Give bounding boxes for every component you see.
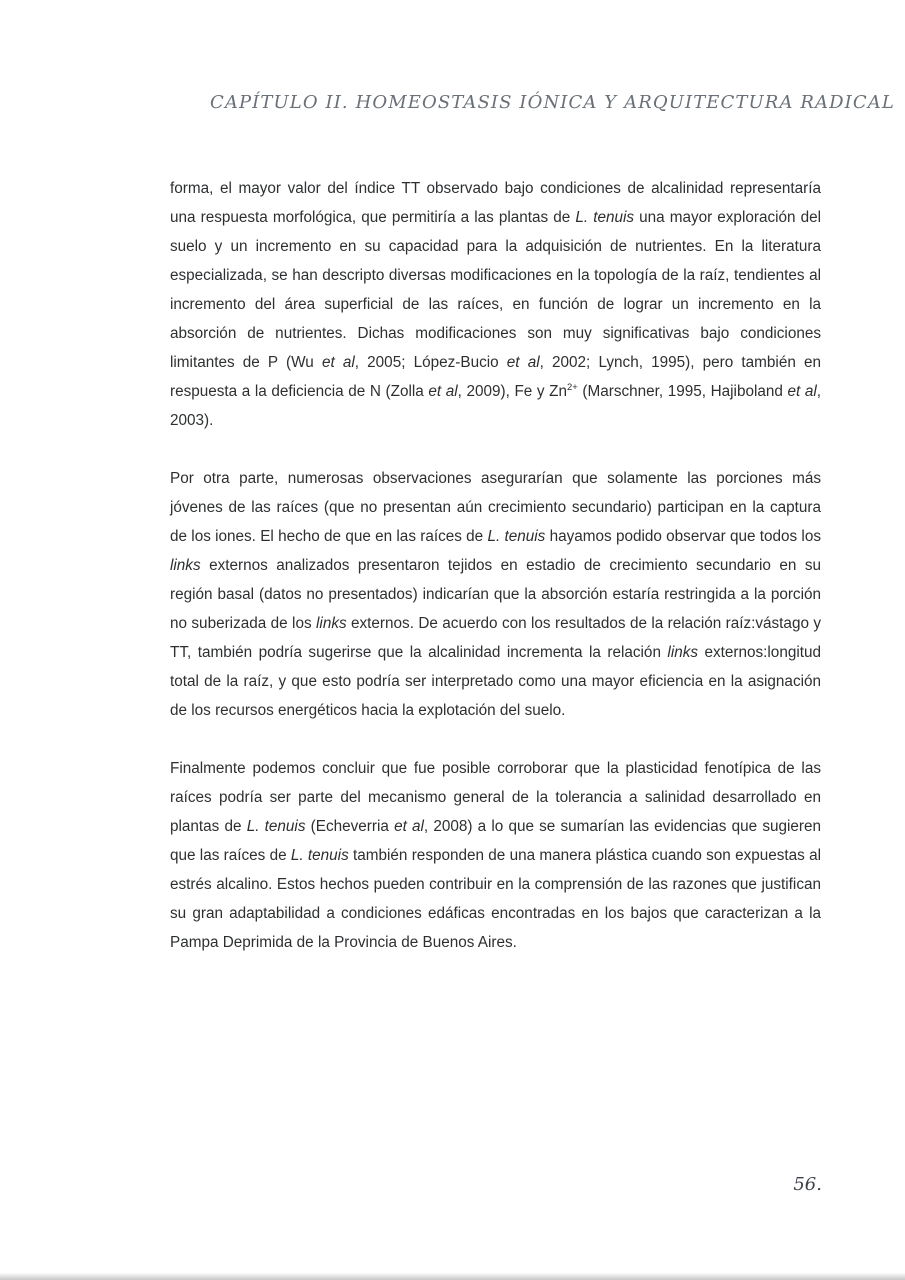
paragraph: Finalmente podemos concluir que fue posible corroborar que la plasticidad fenotípica de las raíces podría ser parte del mecanismo general de la tolerancia a salinidad desarrollado en plantas de L. tenuis (Echeverria et al, 2008) a lo que se sumarían las evidencias que sugieren que las raíces de L. tenuis también responden de una manera plástica cuando son expuestas al estrés alcalino. Estos hechos pueden contribuir en la comprensión de las razones que justifican su gran adaptabilidad a condiciones edáficas encontradas en los bajos que caracterizan a la Pampa Deprimida de la Provincia de Buenos Aires. (170, 760, 822, 951)
chapter-header: CAPÍTULO II. HOMEOSTASIS IÓNICA Y ARQUITECTURA RADICAL (210, 92, 895, 113)
page-bottom-edge (0, 1273, 905, 1280)
page-content (170, 0, 895, 986)
paragraph: forma, el mayor valor del índice TT observado bajo condiciones de alcalinidad representaría una respuesta morfológica, que permitiría a las plantas de L. tenuis una mayor exploración del suelo y un incremento en su capacidad para la adquisición de nutrientes. En la literatura especializada, se han descripto diversas modificaciones en la topología de la raíz, tendientes al incremento del área superficial de las raíces, en función de lograr un incremento en la absorción de nutrientes. Dichas modificaciones son muy significativas bajo condiciones limitantes de P (Wu et al, 2005; López-Bucio et al, 2002; Lynch, 1995), pero también en respuesta a la deficiencia de N (Zolla et al, 2009), Fe y $Zn^{2+}$ (Marschner, 1995, Hajiboland et al, 2003). (170, 180, 821, 429)
paragraph: Por otra parte, numerosas observaciones asegurarían que solamente las porciones más jóvenes de las raíces (que no presentan aún crecimiento secundario) participan en la captura de los iones. El hecho de que en las raíces de L. tenuis hayamos podido observar que todos los links externos analizados presentaron tejidos en estadio de crecimiento secundario en su región basal (datos no presentados) indicarían que la absorción estaría restringida a la porción no suberizada de los links externos. De acuerdo con los resultados de la relación raíz:vástago y TT, también podría sugerirse que la alcalinidad incrementa la relación links externos:longitud total de la raíz, y que esto podría ser interpretado como una mayor eficiencia en la asignación de los recursos energéticos hacia la explotación del suelo. (170, 470, 822, 719)
page-number: 56. (793, 1174, 822, 1195)
body-text (170, 174, 821, 957)
